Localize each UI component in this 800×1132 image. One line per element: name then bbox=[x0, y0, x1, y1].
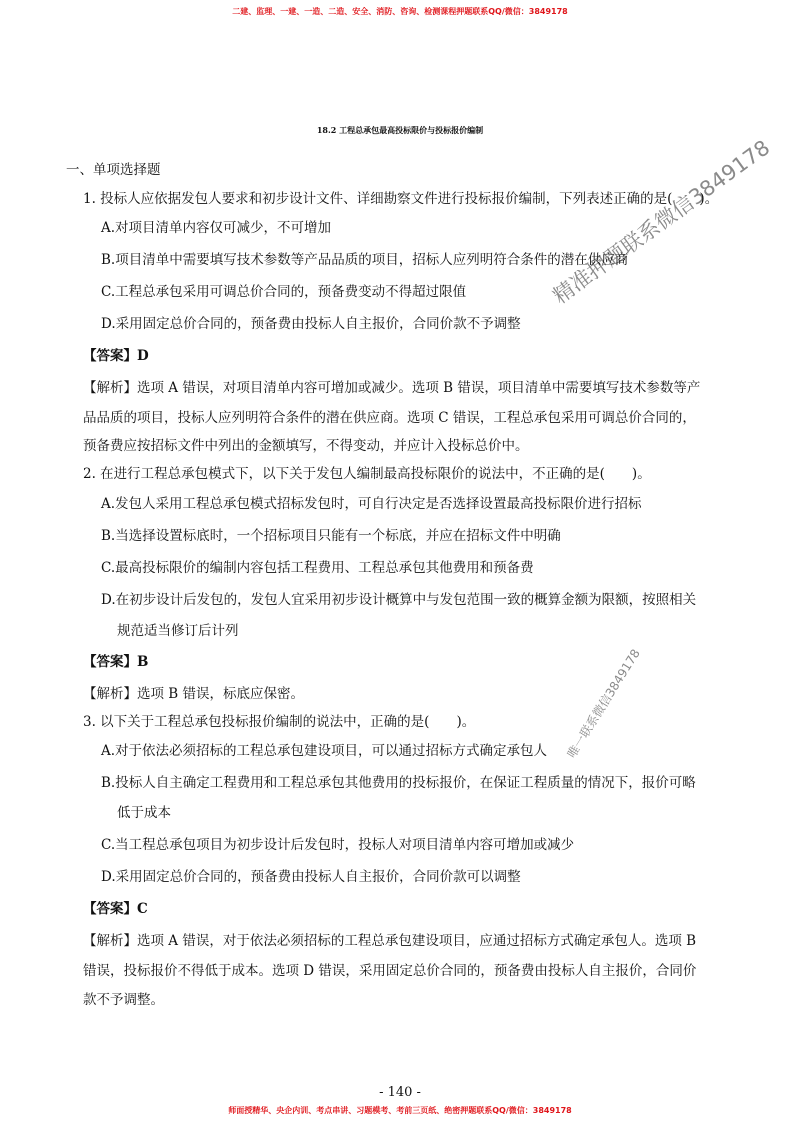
q2-option-d-line-1: D.在初步设计后发包的，发包人宜采用初步设计概算中与发包范围一致的概算金额为限额，按照相关 bbox=[101, 592, 697, 608]
q3-stem: 3. 以下关于工程总承包投标报价编制的说法中，正确的是( )。 bbox=[83, 714, 476, 730]
q1-answer: 【答案】D bbox=[83, 348, 149, 364]
q2-option-c: C.最高投标限价的编制内容包括工程费用、工程总承包其他费用和预备费 bbox=[101, 560, 534, 576]
q2-option-d-line-2: 规范适当修订后计列 bbox=[117, 623, 239, 639]
q1-analysis-line-3: 预备费应按招标文件中列出的金额填写，不得变动，并应计入投标总价中。 bbox=[83, 438, 529, 454]
watermark-contact: 精准押题联系微信3849178 bbox=[548, 135, 775, 309]
q1-option-c: C.工程总承包采用可调总价合同的，预备费变动不得超过限值 bbox=[101, 284, 467, 300]
q3-analysis-line-3: 款不予调整。 bbox=[83, 992, 164, 1008]
q1-analysis-line-2: 品品质的项目，投标人应列明符合条件的潜在供应商。选项 C 错误，工程总承包采用可调总价合同的， bbox=[83, 410, 696, 426]
q1-stem: 1. 投标人应依据发包人要求和初步设计文件、详细勘察文件进行投标报价编制，下列表述正确的是( )。 bbox=[83, 191, 719, 207]
q1-option-b: B.项目清单中需要填写技术参数等产品品质的项目，招标人应列明符合条件的潜在供应商 bbox=[101, 252, 629, 268]
q3-option-b-line-2: 低于成本 bbox=[117, 805, 171, 821]
q1-option-d: D.采用固定总价合同的，预备费由投标人自主报价，合同价款不予调整 bbox=[101, 316, 521, 332]
section-heading: 一、单项选择题 bbox=[66, 162, 161, 178]
q1-option-a: A.对项目清单内容仅可减少，不可增加 bbox=[101, 220, 332, 236]
q3-analysis-line-1: 【解析】选项 A 错误，对于依法必须招标的工程总承包建设项目，应通过招标方式确定承包人。选项 B bbox=[83, 933, 697, 949]
q2-answer: 【答案】B bbox=[83, 654, 149, 670]
q3-analysis-line-2: 错误，投标报价不得低于成本。选项 D 错误，采用固定总价合同的，预备费由投标人自主报价，合同价 bbox=[83, 963, 697, 979]
q1-analysis-line-1: 【解析】选项 A 错误，对项目清单内容可增加或减少。选项 B 错误，项目清单中需要填写技术参数等产 bbox=[83, 380, 701, 396]
q3-option-d: D.采用固定总价合同的，预备费由投标人自主报价，合同价款可以调整 bbox=[101, 869, 521, 885]
q3-option-a: A.对于依法必须招标的工程总承包建设项目，可以通过招标方式确定承包人 bbox=[101, 743, 548, 759]
footer-ad-banner: 师面授精华、央企内训、考点串讲、习题模考、考前三页纸、绝密押题联系QQ/微信：3849178 bbox=[228, 1106, 572, 1115]
q2-option-b: B.当选择设置标底时，一个招标项目只能有一个标底，并应在招标文件中明确 bbox=[101, 528, 561, 544]
watermark-contact-small: 唯一联系微信3849178 bbox=[564, 646, 643, 761]
q2-option-a: A.发包人采用工程总承包模式招标发包时，可自行决定是否选择设置最高投标限价进行招标 bbox=[101, 496, 642, 512]
q2-stem: 2. 在进行工程总承包模式下，以下关于发包人编制最高投标限价的说法中，不正确的是( )。 bbox=[83, 466, 651, 482]
q3-option-c: C.当工程总承包项目为初步设计后发包时，投标人对项目清单内容可增加或减少 bbox=[101, 837, 575, 853]
q2-analysis: 【解析】选项 B 错误，标底应保密。 bbox=[83, 686, 305, 702]
header-ad-banner: 二建、监理、一建、一造、二造、安全、消防、咨询、检测课程押题联系QQ/微信：3849178 bbox=[232, 7, 568, 16]
q3-option-b-line-1: B.投标人自主确定工程费用和工程总承包其他费用的投标报价，在保证工程质量的情况下，报价可略 bbox=[101, 775, 696, 791]
section-title: 18.2 工程总承包最高投标限价与投标报价编制 bbox=[316, 125, 484, 135]
q3-answer: 【答案】C bbox=[83, 901, 148, 917]
page-number: - 140 - bbox=[379, 1085, 421, 1100]
